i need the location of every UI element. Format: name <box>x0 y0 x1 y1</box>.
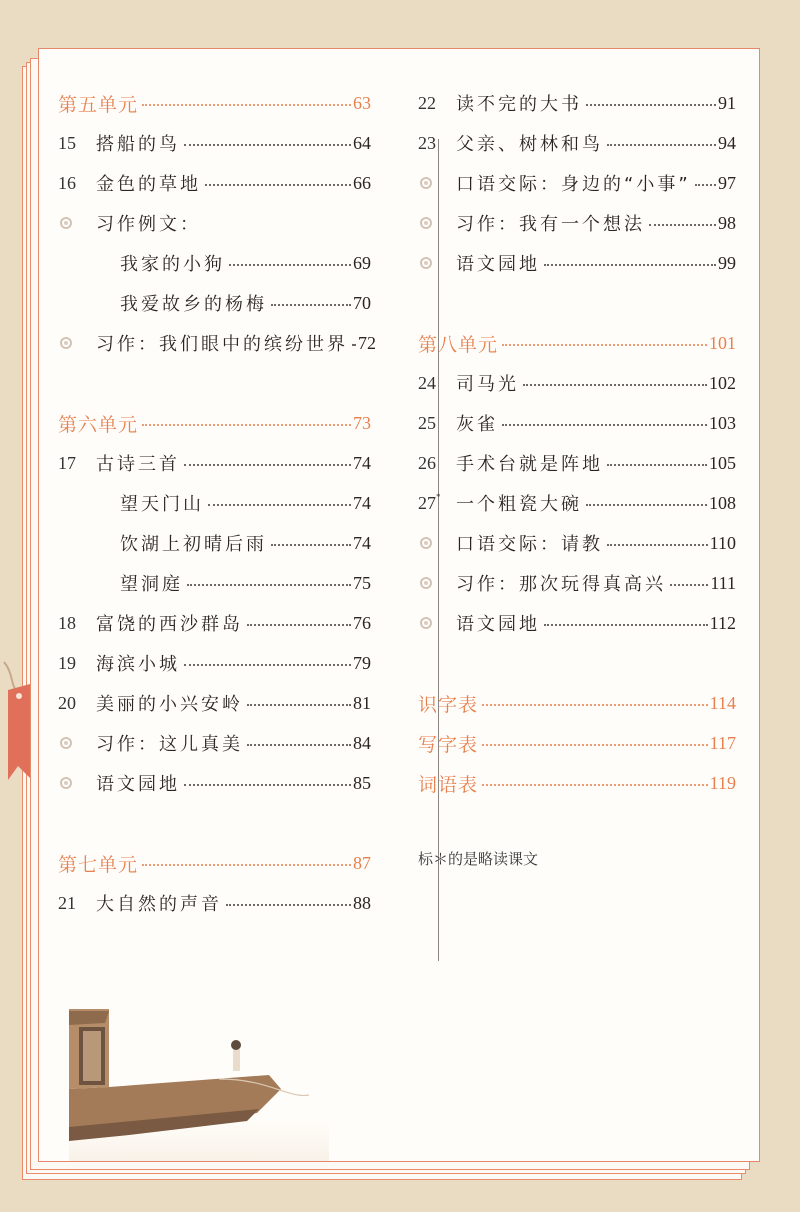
page-number: 119 <box>709 772 736 793</box>
lesson-number-text: 21 <box>58 892 76 913</box>
lesson-number <box>58 693 96 714</box>
toc-entry[interactable] <box>418 449 736 477</box>
page-number: 103 <box>709 412 736 433</box>
lesson-number <box>58 893 96 914</box>
circle-bullet-icon <box>58 337 96 349</box>
circle-bullet-icon <box>418 537 456 549</box>
lesson-number-text: 22 <box>418 92 436 113</box>
page-number: 85 <box>353 772 371 793</box>
entry-title: 语文园地 <box>456 614 540 635</box>
dot-leader <box>184 664 351 666</box>
entry-title: 口语交际：身边的“小事” <box>456 174 691 195</box>
entry-title: 第六单元 <box>58 413 139 436</box>
dot-leader <box>184 464 351 466</box>
entry-title: 大自然的声音 <box>96 894 222 915</box>
lesson-number-text: 15 <box>58 132 76 153</box>
circle-bullet-icon <box>418 257 456 269</box>
circle-bullet-icon <box>58 737 96 749</box>
circle-bullet-icon <box>58 777 96 789</box>
entry-title: 习作：我们眼中的缤纷世界 <box>96 334 348 355</box>
toc-entry[interactable] <box>58 729 371 757</box>
toc-unit-heading[interactable] <box>418 689 736 717</box>
circle-bullet-icon <box>418 617 456 629</box>
page-number: 81 <box>353 692 371 713</box>
page-number: 111 <box>710 572 736 593</box>
page-number: 101 <box>709 332 736 353</box>
circle-bullet-icon <box>418 217 456 229</box>
entry-title: 海滨小城 <box>96 654 180 675</box>
dot-leader <box>352 344 356 346</box>
entry-title: 第八单元 <box>418 333 499 356</box>
page-number: 98 <box>718 212 736 233</box>
lesson-number <box>418 133 456 154</box>
page-number: 94 <box>718 132 736 153</box>
dot-leader <box>586 504 707 506</box>
lesson-number-text: 25 <box>418 412 436 433</box>
lesson-number-text: 16 <box>58 172 76 193</box>
dot-leader <box>247 744 351 746</box>
dot-leader <box>502 424 707 426</box>
entry-title: 一个粗瓷大碗 <box>456 494 582 515</box>
dot-leader <box>607 544 708 546</box>
dot-leader <box>247 704 351 706</box>
entry-title: 写字表 <box>418 733 479 756</box>
boat-illustration <box>69 1009 329 1162</box>
dot-leader <box>187 584 351 586</box>
dot-leader <box>229 264 351 266</box>
entry-title: 习作：这儿真美 <box>96 734 243 755</box>
lesson-number <box>418 453 456 474</box>
dot-leader <box>670 584 708 586</box>
entry-title: 读不完的大书 <box>456 94 582 115</box>
toc-entry[interactable] <box>58 649 371 677</box>
page-number: 117 <box>709 732 736 753</box>
dot-leader <box>142 104 351 106</box>
dot-leader <box>482 704 708 706</box>
dot-leader <box>271 304 351 306</box>
footnote: 标＊的是略读课文 <box>418 850 539 868</box>
entry-title: 口语交际：请教 <box>456 534 603 555</box>
lesson-number-text: 26 <box>418 452 436 473</box>
dot-leader <box>607 464 707 466</box>
entry-title: 词语表 <box>418 773 479 796</box>
lesson-number <box>58 133 96 154</box>
page-number: 114 <box>709 692 736 713</box>
page-number: 73 <box>353 412 371 433</box>
entry-title: 灰雀 <box>456 414 498 435</box>
lesson-number-text: 20 <box>58 692 76 713</box>
page-number: 110 <box>709 532 736 553</box>
entry-title: 望天门山 <box>120 494 204 515</box>
entry-title: 语文园地 <box>96 774 180 795</box>
page-number: 79 <box>353 652 371 673</box>
dot-leader <box>208 504 351 506</box>
toc-unit-heading[interactable] <box>418 769 736 797</box>
page-number: 69 <box>353 252 371 273</box>
page-number: 74 <box>353 492 371 513</box>
skim-reading-mark: * <box>436 491 441 502</box>
lesson-number-text: 23 <box>418 132 436 153</box>
circle-bullet-icon <box>418 577 456 589</box>
page-number: 72 <box>358 332 376 353</box>
page-number: 74 <box>353 532 371 553</box>
toc-entry[interactable] <box>418 409 736 437</box>
page-number: 105 <box>709 452 736 473</box>
dot-leader <box>142 864 351 866</box>
toc-unit-heading[interactable] <box>58 849 371 877</box>
toc-entry[interactable] <box>418 489 736 517</box>
dot-leader <box>695 184 716 186</box>
entry-title: 望洞庭 <box>120 574 183 595</box>
lesson-number <box>418 93 456 114</box>
page-number: 97 <box>718 172 736 193</box>
dot-leader <box>482 744 708 746</box>
page-number: 87 <box>353 852 371 873</box>
toc-unit-heading[interactable] <box>418 729 736 757</box>
toc-entry[interactable] <box>58 769 371 797</box>
page-number: 91 <box>718 92 736 113</box>
bookmark-tag-icon <box>0 660 40 790</box>
lesson-number-text: 18 <box>58 612 76 633</box>
dot-leader <box>523 384 707 386</box>
dot-leader <box>184 144 351 146</box>
dot-leader <box>544 624 708 626</box>
toc-entry[interactable] <box>58 449 371 477</box>
toc-entry[interactable] <box>418 369 736 397</box>
toc-unit-heading[interactable] <box>58 89 371 117</box>
dot-leader <box>607 144 716 146</box>
lesson-number <box>418 493 456 514</box>
dot-leader <box>586 104 716 106</box>
toc-unit-heading[interactable] <box>58 409 371 437</box>
toc-entry[interactable] <box>58 129 371 157</box>
page-number: 108 <box>709 492 736 513</box>
lesson-number <box>58 653 96 674</box>
circle-bullet-icon <box>418 177 456 189</box>
page-number: 70 <box>353 292 371 313</box>
toc-entry[interactable] <box>58 209 371 237</box>
dot-leader <box>502 344 707 346</box>
dot-leader <box>649 224 716 226</box>
entry-title: 第七单元 <box>58 853 139 876</box>
entry-title: 习作：那次玩得真高兴 <box>456 574 666 595</box>
toc-entry[interactable] <box>418 209 736 237</box>
page-number: 76 <box>353 612 371 633</box>
toc-entry[interactable] <box>58 169 371 197</box>
toc-entry[interactable] <box>58 889 371 917</box>
toc-entry[interactable] <box>58 569 371 597</box>
lesson-number-text: 19 <box>58 652 76 673</box>
lesson-number <box>58 613 96 634</box>
toc-entry[interactable] <box>58 529 371 557</box>
page-number: 84 <box>353 732 371 753</box>
dot-leader <box>142 424 351 426</box>
lesson-number-text: 17 <box>58 452 76 473</box>
toc-entry[interactable] <box>418 609 736 637</box>
toc-entry[interactable] <box>58 689 371 717</box>
toc-entry[interactable] <box>58 609 371 637</box>
entry-title: 司马光 <box>456 374 519 395</box>
entry-title: 富饶的西沙群岛 <box>96 614 243 635</box>
entry-title: 第五单元 <box>58 93 139 116</box>
entry-title: 手术台就是阵地 <box>456 454 603 475</box>
lesson-number-text: 27 <box>418 492 436 513</box>
toc-entry[interactable] <box>418 529 736 557</box>
toc-entry[interactable] <box>58 289 371 317</box>
lesson-number <box>58 173 96 194</box>
lesson-number-text: 24 <box>418 372 436 393</box>
entry-title: 饮湖上初晴后雨 <box>120 534 267 555</box>
circle-bullet-icon <box>58 217 96 229</box>
entry-title: 搭船的鸟 <box>96 134 180 155</box>
toc-unit-heading[interactable] <box>418 329 736 357</box>
page-number: 74 <box>353 452 371 473</box>
toc-entry[interactable] <box>418 249 736 277</box>
dot-leader <box>544 264 716 266</box>
lesson-number <box>418 413 456 434</box>
entry-title: 我家的小狗 <box>120 254 225 275</box>
entry-title: 习作例文： <box>96 214 201 235</box>
dot-leader <box>247 624 351 626</box>
toc-entry[interactable] <box>418 569 736 597</box>
entry-title: 美丽的小兴安岭 <box>96 694 243 715</box>
dot-leader <box>271 544 351 546</box>
page-number: 88 <box>353 892 371 913</box>
entry-title: 金色的草地 <box>96 174 201 195</box>
page-number: 75 <box>353 572 371 593</box>
toc-entry[interactable] <box>418 89 736 117</box>
toc-entry[interactable] <box>418 129 736 157</box>
dot-leader <box>482 784 708 786</box>
page-number: 64 <box>353 132 371 153</box>
toc-entry[interactable] <box>418 169 736 197</box>
page-number: 66 <box>353 172 371 193</box>
lesson-number <box>418 373 456 394</box>
toc-entry[interactable] <box>58 249 371 277</box>
toc-entry[interactable] <box>58 489 371 517</box>
page-number: 112 <box>709 612 736 633</box>
toc-entry[interactable] <box>58 329 376 357</box>
dot-leader <box>184 784 351 786</box>
page-number: 63 <box>353 92 371 113</box>
entry-title: 父亲、树林和鸟 <box>456 134 603 155</box>
entry-title: 我爱故乡的杨梅 <box>120 294 267 315</box>
page-number: 99 <box>718 252 736 273</box>
lesson-number <box>58 453 96 474</box>
dot-leader <box>226 904 351 906</box>
page-number: 102 <box>709 372 736 393</box>
entry-title: 古诗三首 <box>96 454 180 475</box>
entry-title: 识字表 <box>418 693 479 716</box>
entry-title: 语文园地 <box>456 254 540 275</box>
dot-leader <box>205 184 351 186</box>
entry-title: 习作：我有一个想法 <box>456 214 645 235</box>
